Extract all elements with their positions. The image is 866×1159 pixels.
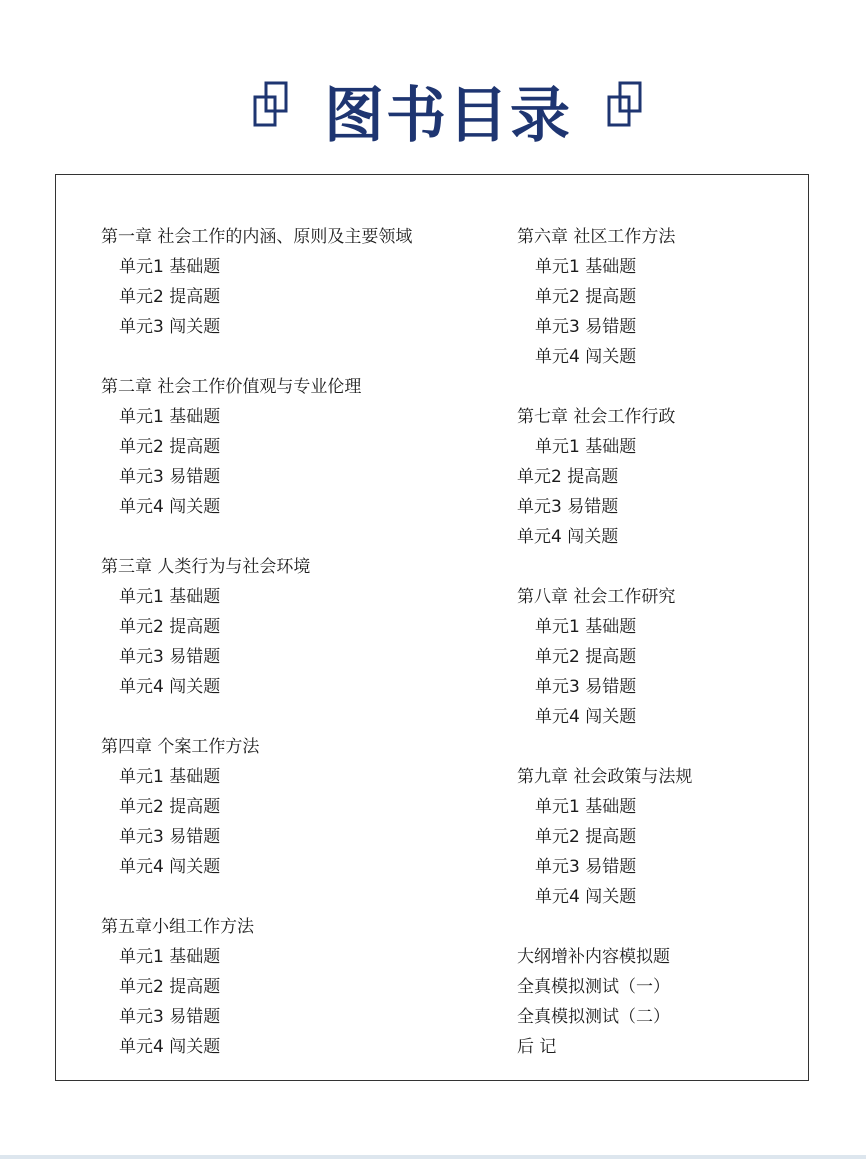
unit-item: 单元3 易错题 <box>517 497 619 517</box>
right-square-ornament-icon <box>606 80 646 130</box>
unit-item: 单元1 基础题 <box>119 257 221 277</box>
chapter-heading: 第四章 个案工作方法 <box>101 737 260 757</box>
unit-item: 单元4 闯关题 <box>535 887 637 907</box>
unit-item: 单元2 提高题 <box>119 797 221 817</box>
unit-item: 单元3 易错题 <box>119 647 221 667</box>
chapter-heading: 第六章 社区工作方法 <box>517 227 676 247</box>
unit-item: 单元1 基础题 <box>535 437 637 457</box>
unit-item: 单元1 基础题 <box>119 767 221 787</box>
unit-item: 单元2 提高题 <box>119 287 221 307</box>
unit-item: 单元2 提高题 <box>517 467 619 487</box>
unit-item: 单元3 易错题 <box>119 467 221 487</box>
chapter-heading: 第二章 社会工作价值观与专业伦理 <box>101 377 362 397</box>
unit-item: 单元2 提高题 <box>119 977 221 997</box>
unit-item: 单元1 基础题 <box>119 407 221 427</box>
table-of-contents <box>55 174 809 1081</box>
unit-item: 单元1 基础题 <box>119 587 221 607</box>
unit-item: 单元4 闯关题 <box>119 497 221 517</box>
unit-item: 单元4 闯关题 <box>517 527 619 547</box>
appendix-item: 全真模拟测试（二） <box>517 1007 670 1027</box>
page-title: 图书目录 <box>324 81 572 151</box>
appendix-item: 后 记 <box>517 1037 557 1057</box>
left-square-ornament-icon <box>252 80 292 130</box>
unit-item: 单元4 闯关题 <box>119 1037 221 1057</box>
unit-item: 单元3 易错题 <box>119 827 221 847</box>
bottom-rule <box>0 1155 866 1159</box>
unit-item: 单元4 闯关题 <box>535 707 637 727</box>
page-header <box>0 72 866 162</box>
unit-item: 单元2 提高题 <box>119 437 221 457</box>
unit-item: 单元4 闯关题 <box>119 677 221 697</box>
unit-item: 单元3 易错题 <box>535 857 637 877</box>
chapter-heading: 第七章 社会工作行政 <box>517 407 676 427</box>
unit-item: 单元3 易错题 <box>535 317 637 337</box>
unit-item: 单元3 易错题 <box>535 677 637 697</box>
unit-item: 单元2 提高题 <box>535 287 637 307</box>
unit-item: 单元3 闯关题 <box>119 317 221 337</box>
unit-item: 单元1 基础题 <box>535 617 637 637</box>
unit-item: 单元1 基础题 <box>119 947 221 967</box>
appendix-item: 全真模拟测试（一） <box>517 977 670 997</box>
unit-item: 单元2 提高题 <box>535 827 637 847</box>
unit-item: 单元1 基础题 <box>535 257 637 277</box>
unit-item: 单元2 提高题 <box>119 617 221 637</box>
unit-item: 单元4 闯关题 <box>119 857 221 877</box>
chapter-heading: 第八章 社会工作研究 <box>517 587 676 607</box>
chapter-heading: 第九章 社会政策与法规 <box>517 767 693 787</box>
unit-item: 单元3 易错题 <box>119 1007 221 1027</box>
chapter-heading: 第三章 人类行为与社会环境 <box>101 557 311 577</box>
unit-item: 单元2 提高题 <box>535 647 637 667</box>
chapter-heading: 第一章 社会工作的内涵、原则及主要领域 <box>101 227 413 247</box>
unit-item: 单元1 基础题 <box>535 797 637 817</box>
unit-item: 单元4 闯关题 <box>535 347 637 367</box>
chapter-heading: 第五章小组工作方法 <box>101 917 254 937</box>
appendix-item: 大纲增补内容模拟题 <box>517 947 670 967</box>
